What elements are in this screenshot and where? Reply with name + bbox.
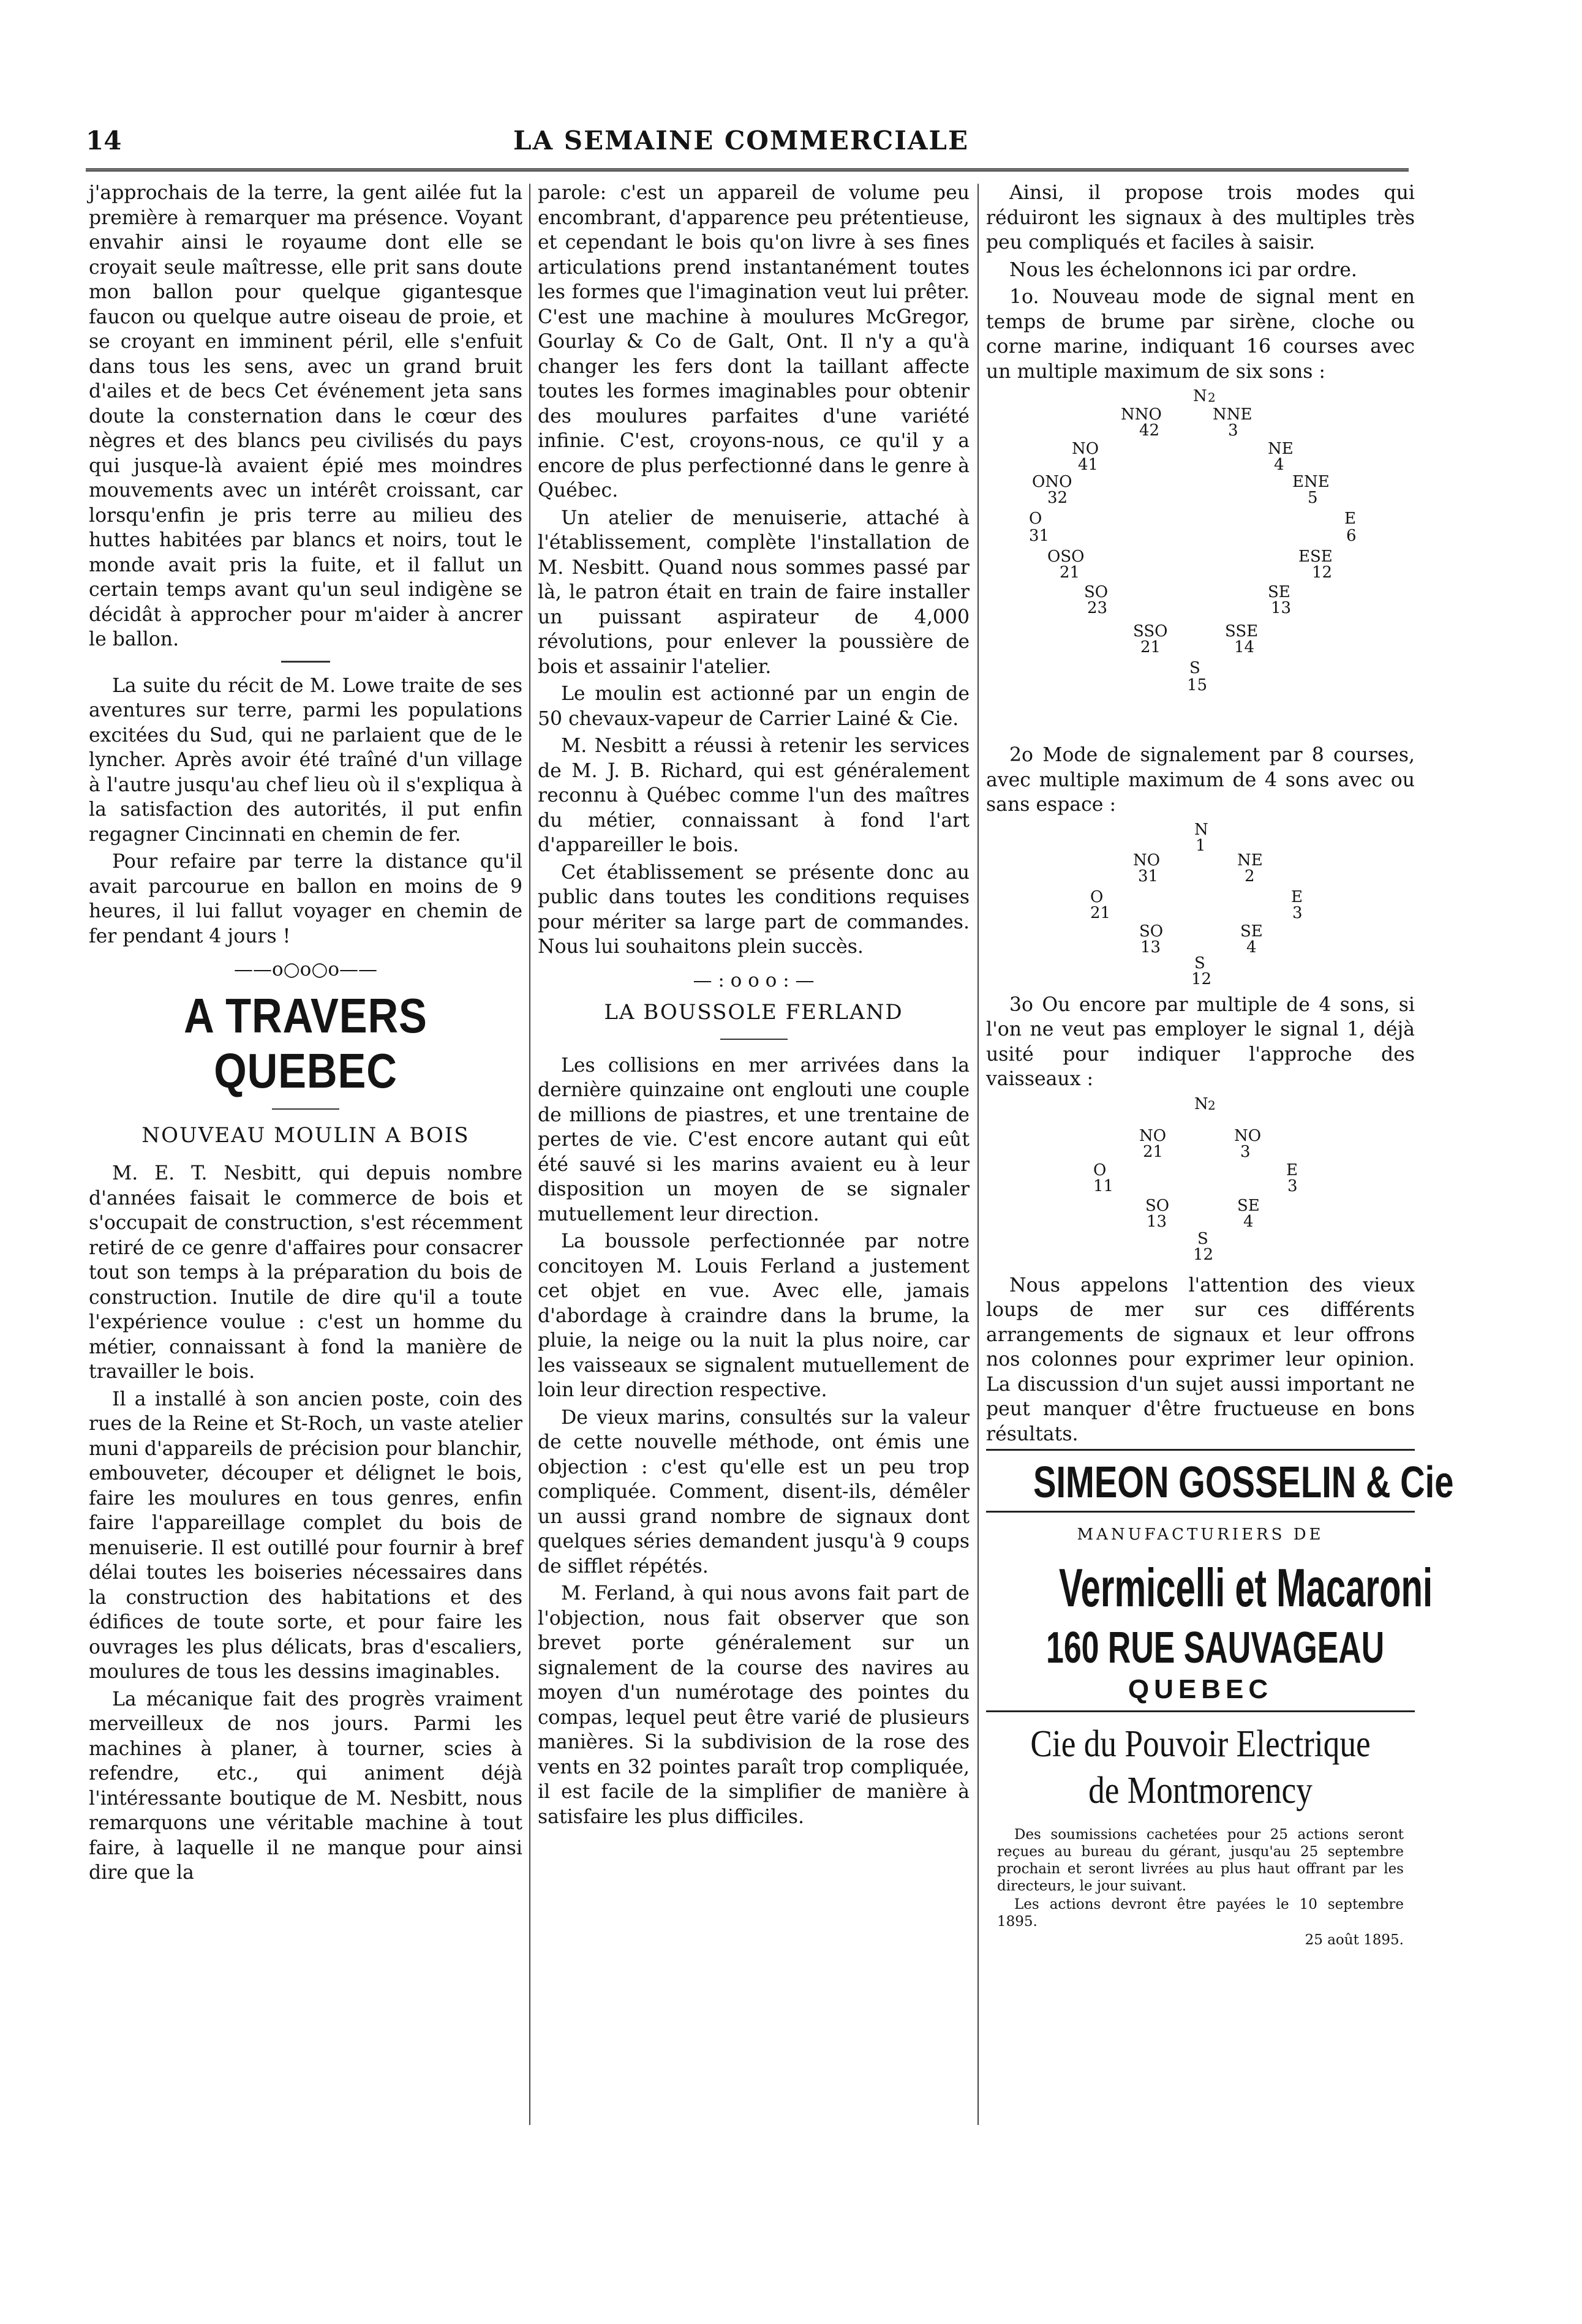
compass-point-value: 15 — [1187, 676, 1208, 694]
ad-border-rule — [986, 1449, 1415, 1451]
compass-diagram-16 — [1029, 388, 1372, 737]
compass-point-value: 42 — [1139, 421, 1160, 440]
compass-point-label: SO — [1145, 1196, 1170, 1215]
ad-border-rule — [986, 1710, 1415, 1712]
compass-point-label: NNO — [1121, 405, 1162, 424]
compass-point-label: E — [1291, 887, 1303, 906]
compass-point-value: 2 — [1245, 867, 1255, 886]
ad-notice-date: 25 août 1895. — [1305, 1932, 1404, 1948]
compass-point-label: NO — [1139, 1126, 1167, 1145]
article-paragraph: M. Nesbitt a réussi à retenir les services de M. J. B. Richard, qui est généralement reconnu à Québec comme l'un des maîtres du métier, connaissant à fond l'art d'appareiller le bois. — [538, 735, 970, 856]
article-paragraph: Un atelier de menuiserie, attaché à l'établissement, complète l'installation de M. Nesbitt. Quand nous sommes passé par là, le patron était en train de faire installer un puissant aspirateur de 4,000 révolutions, pour enlever la poussière de bois et assainir l'atelier. — [538, 506, 970, 678]
header-rule — [86, 168, 1409, 171]
compass-point-label: NO — [1234, 1126, 1262, 1145]
compass-point-value: 41 — [1078, 456, 1099, 474]
compass-point-label: SE — [1268, 583, 1290, 601]
compass-point-label: N — [1194, 820, 1208, 839]
compass-point-label: SO — [1139, 922, 1164, 941]
ad-address-line: 160 RUE SAUVAGEAU — [1046, 1623, 1385, 1672]
column-divider-2 — [977, 184, 979, 2125]
column-2 — [538, 181, 970, 1832]
section-ornament: — : o o o : — — [693, 969, 815, 991]
ad-city-line: QUEBEC — [1128, 1674, 1273, 1704]
advertisement-gosselin — [986, 1449, 1454, 1712]
compass-point-value: 12 — [1193, 1245, 1214, 1264]
article-paragraph: La mécanique fait des progrès vraiment merveilleux de nos jours. Parmi les machines à planer, à tourner, scies à refendre, etc., qui animent déjà l'intéressante boutique de M. Nesbitt, nous remarquons une véritable machine à tout faire, à laquelle il ne manque pour ainsi dire que la — [89, 1688, 522, 1884]
article-paragraph: j'approchais de la terre, la gent ailée fut la première à remarquer ma présence. Voyant envahir ainsi le royaume dont elle se croyait seule maîtresse, elle prit sans doute mon ballon pour quelque gigantesque faucon ou quelque autre oiseau de proie, et se croyant en imminent péril, elle s'enfuit dans tous les sens, avec un grand bruit d'ailes et de becs Cet événement jeta sans doute la consternation dans le cœur des nègres et des blancs peu civilisés du pays qui jusque-là avaient épié mes moindres mouvements avec un intérêt croissant, car lorsqu'enfin je pris terre au milieu des huttes habitées par blancs et noirs, tout le monde avait pris la fuite, et il fallut un certain temps avant qu'un seul indigène se décidât à approcher pour m'aider à ancrer le ballon. — [89, 182, 522, 650]
article-subhead: NOUVEAU MOULIN A BOIS — [141, 1123, 470, 1148]
compass-point-value: 21 — [1090, 903, 1111, 922]
compass-point-value: 3 — [1228, 421, 1238, 440]
compass-point-label: O — [1090, 887, 1104, 906]
compass-point-label: O — [1093, 1160, 1107, 1179]
compass-point-value: 1 — [1196, 836, 1206, 855]
compass-point-label: NE — [1237, 851, 1263, 870]
separator-rule — [281, 661, 330, 663]
compass-point-value: 13 — [1147, 1212, 1167, 1231]
article-paragraph: parole: c'est un appareil de volume peu encombrant, d'apparence peu prétentieuse, et cependant le bois qu'on livre à ses fines articulations prend instantanément toutes les formes que l'imagination veut lui prêter. C'est une machine à moulures McGregor, Gourlay & Co de Galt, Ont. Il n'y a qu'à changer les fers dont la taillant affecte toutes les formes imaginables pour obtenir des moulures parfaites d'une variété infinie. C'est, croyons-nous, ce qu'il y a encore de plus perfectionné dans le genre à Québec. — [538, 182, 970, 502]
compass-point-value: 31 — [1138, 867, 1159, 886]
compass-point-value: 4 — [1274, 456, 1284, 474]
ad-border-rule — [986, 1511, 1415, 1513]
ad-notice-paragraph: Des soumissions cachetées pour 25 actions seront reçues au bureau du gérant, jusqu'au 25 septembre prochain et seront livrées au plus haut offrant par les directeurs, le jour suivant. — [997, 1827, 1404, 1894]
ad-notice-paragraph: Les actions devront être payées le 10 septembre 1895. — [997, 1897, 1404, 1930]
article-paragraph: M. Ferland, à qui nous avons fait part de l'objection, nous fait observer que son brevet porte généralement sur un signalement de la course des navires au moyen d'un numérotage des pointes du compas, lequel peut être varié de plusieurs manières. Si la subdivision de la rose des vents en 32 pointes paraît trop compliquée, il est facile de la simplifier de manière à satisfaire les plus difficiles. — [538, 1582, 970, 1828]
article-paragraph: Ainsi, il propose trois modes qui réduiront les signaux à des multiples très peu compliqués et faciles à saisir. — [986, 182, 1415, 254]
page-header — [80, 126, 1403, 162]
journal-title: LA SEMAINE COMMERCIALE — [513, 126, 969, 156]
compass-point-label: SSE — [1225, 622, 1259, 641]
article-paragraph: 2o Mode de signalement par 8 courses, avec multiple maximum de 4 sons avec ou sans espace : — [986, 744, 1415, 816]
compass-point-value: 32 — [1047, 489, 1068, 507]
page-number: 14 — [86, 126, 122, 156]
compass-point-value: 31 — [1029, 527, 1050, 545]
compass-point-label: OSO — [1047, 547, 1085, 566]
compass-point-label: ENE — [1292, 473, 1330, 491]
advertisement-pouvoir-electrique — [986, 1721, 1415, 1949]
column-3 — [986, 181, 1454, 1950]
article-paragraph: De vieux marins, consultés sur la valeur de cette nouvelle méthode, ont émis une objection : c'est qu'elle est un peu trop compliquée. Comment, disent-ils, démêler un aussi grand nombre de signaux dont quelques séries demandent jusqu'à 9 coups de sifflet répétés. — [538, 1406, 970, 1578]
article-paragraph: Pour refaire par terre la distance qu'il avait parcourue en ballon en moins de 9 heures, il lui fallut voyager en chemin de fer pendant 4 jours ! — [89, 851, 522, 947]
compass-point-value: 11 — [1093, 1176, 1114, 1195]
ad-product-line: Vermicelli et Macaroni — [1059, 1557, 1433, 1618]
article-paragraph: Il a installé à son ancien poste, coin des rues de la Reine et St-Roch, un vaste atelier muni d'appareils de précision pour blanchir, embouveter, découper et délignet le bois, faire les moulures en tous genres, enfin faire l'appareillage complet du bois de menuiserie. Il est outillé pour fournir à bref délai toutes les boiseries nécessaires dans la construction des habitations et des édifices de toute sorte, et pour faire les ouvrages les plus délicats, bras d'escaliers, moulures de tous les dessins imaginables. — [89, 1388, 522, 1683]
compass-point-label: S — [1197, 1229, 1208, 1248]
compass-point-label: E — [1344, 510, 1356, 528]
article-subhead: LA BOUSSOLE FERLAND — [604, 1000, 903, 1025]
compass-point-value: 12 — [1191, 969, 1212, 988]
compass-point-value: 21 — [1060, 563, 1080, 582]
compass-point-value: 4 — [1243, 1212, 1254, 1231]
compass-point-label: O — [1029, 510, 1042, 528]
compass-point-label: S — [1194, 953, 1205, 972]
compass-point-value: 12 — [1312, 563, 1333, 582]
article-paragraph: 3o Ou encore par multiple de 4 sons, si l'on ne veut pas employer le signal 1, déjà usité pour indiquer l'approche des vaisseaux : — [986, 993, 1415, 1090]
subhead-rule — [720, 1039, 788, 1040]
compass-point-value: 3 — [1287, 1176, 1298, 1195]
ad-notice — [997, 1826, 1404, 1949]
compass-point-label: E — [1286, 1160, 1298, 1179]
article-paragraph: Le moulin est actionné par un engin de 50 chevaux-vapeur de Carrier Lainé & Cie. — [538, 683, 970, 730]
compass-point-label: SO — [1084, 583, 1109, 601]
compass-point-label: S — [1189, 659, 1200, 677]
article-paragraph: Les collisions en mer arrivées dans la dernière quinzaine ont englouti une couple de millions de piastres, et une trentaine de pertes de vie. C'est encore autant qui eût été sauvé si les marins avaient eu à leur disposition un moyen de se signaler mutuellement leur direction. — [538, 1054, 970, 1225]
compass-point-label: SE — [1237, 1196, 1260, 1215]
ad-company-name: Cie du Pouvoir Electrique de Montmorency — [1030, 1723, 1371, 1811]
article-paragraph: M. E. T. Nesbitt, qui depuis nombre d'années faisait le commerce de bois et s'occupait de construction, s'est récemment retiré de ce genre d'affaires pour consacrer tout son temps à la préparation du bois de construction. Inutile de dire qu'il a toute l'expérience voulue : c'est un homme du métier, connaissant à fond la manière de travailler le bois. — [89, 1162, 522, 1383]
column-divider-1 — [529, 184, 530, 2125]
compass-point-value: 3 — [1292, 903, 1303, 922]
compass-point-value: 21 — [1143, 1142, 1164, 1161]
compass-point-label: NNE — [1213, 405, 1252, 424]
compass-point-label: SSO — [1133, 622, 1168, 641]
column-1 — [89, 181, 522, 1888]
article-paragraph: La boussole perfectionnée par notre concitoyen M. Louis Ferland a justement cet objet en vue. Avec elle, jamais d'abordage à craindre dans la brume, la pluie, la neige ou la nuit la plus noire, car les vaisseaux se signalent mutuellement de loin leur direction respective. — [538, 1230, 970, 1401]
compass-point-label: N — [1194, 1094, 1208, 1113]
article-paragraph: La suite du récit de M. Lowe traite de ses aventures sur terre, parmi les populations excitées du Sud, qui ne parlaient que de le lyncher. Après avoir été traîné d'un village à l'autre jusqu'au chef lieu où il s'expliqua à la satisfaction des autorités, il put enfin regagner Cincinnati en chemin de fer. — [89, 674, 522, 846]
compass-point-value: 2 — [1208, 390, 1216, 405]
compass-point-label: ESE — [1298, 547, 1333, 566]
subhead-rule — [272, 1108, 339, 1110]
compass-point-label: ONO — [1032, 473, 1072, 491]
section-ornament: ——o○o○o—— — [233, 958, 378, 980]
compass-point-label: N — [1193, 387, 1207, 405]
ad-trade-line: MANUFACTURIERS DE — [1077, 1525, 1324, 1544]
compass-point-value: 21 — [1140, 638, 1161, 656]
compass-point-label: SE — [1240, 922, 1263, 941]
compass-diagram-8 — [1029, 821, 1372, 987]
compass-point-value: 2 — [1208, 1097, 1216, 1113]
compass-point-label: NO — [1072, 440, 1099, 458]
compass-point-value: 5 — [1308, 489, 1318, 507]
compass-point-value: 4 — [1246, 938, 1257, 957]
article-paragraph: Nous appelons l'attention des vieux loups de mer sur ces différents arrangements de signaux et leur offrons nos colonnes pour exprimer leur opinion. La discussion d'un sujet aussi important ne peut manquer d'être fructueuse en bons résultats. — [986, 1274, 1415, 1445]
article-paragraph: Cet établissement se présente donc au public dans toutes les conditions requises pour mériter sa large part de commandes. Nous lui souhaitons plein succès. — [538, 861, 970, 958]
article-paragraph: 1o. Nouveau mode de signal ment en temps de brume par sirène, cloche ou corne marine, indiquant 16 courses avec un multiple maximum de six sons : — [986, 286, 1415, 383]
compass-point-value: 13 — [1140, 938, 1161, 957]
compass-point-value: 14 — [1234, 638, 1255, 656]
compass-point-value: 6 — [1346, 527, 1357, 545]
compass-point-label: NO — [1133, 851, 1161, 870]
ad-company-name: SIMEON GOSSELIN & Cie — [1033, 1458, 1454, 1507]
article-paragraph: Nous les échelonnons ici par ordre. — [1009, 258, 1357, 281]
compass-point-value: 13 — [1271, 599, 1292, 617]
section-title: A TRAVERS QUEBEC — [184, 988, 428, 1098]
compass-point-value: 3 — [1240, 1142, 1251, 1161]
compass-point-value: 23 — [1087, 599, 1108, 617]
compass-point-label: NE — [1268, 440, 1294, 458]
compass-diagram-4 — [1029, 1096, 1372, 1267]
